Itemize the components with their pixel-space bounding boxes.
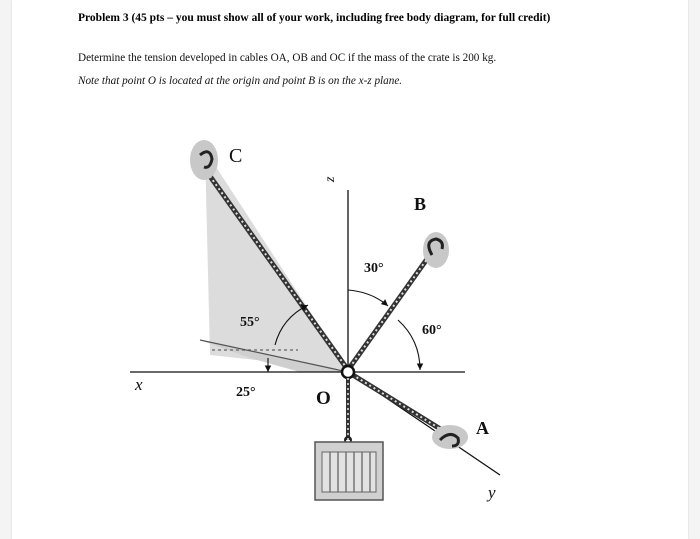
label-b: B	[414, 194, 427, 214]
label-z-axis: z	[323, 176, 338, 182]
label-angle-60: 60°	[422, 323, 442, 338]
arc-30	[348, 290, 388, 306]
label-angle-30: 30°	[364, 261, 384, 276]
label-a: A	[476, 418, 489, 438]
hook-b	[423, 232, 449, 268]
problem-note: Note that point O is located at the origin and point B is on the x-z plane.	[78, 75, 403, 87]
hook-c	[190, 140, 218, 180]
problem-statement: Determine the tension developed in cables OA, OB and OC if the mass of the crate is 200 kg.	[78, 52, 497, 64]
label-c: C	[229, 145, 243, 167]
label-x-axis: x	[135, 375, 143, 394]
label-y-axis: y	[488, 483, 496, 502]
crate	[315, 442, 383, 500]
arc-60	[398, 320, 420, 370]
label-o: O	[316, 388, 331, 409]
hook-a	[432, 425, 468, 449]
ring-o	[342, 366, 354, 378]
label-angle-55: 55°	[240, 315, 260, 330]
label-angle-25: 25°	[236, 385, 256, 400]
problem-heading: Problem 3 (45 pts – you must show all of your work, including free body diagram, for full credit)	[78, 12, 551, 24]
